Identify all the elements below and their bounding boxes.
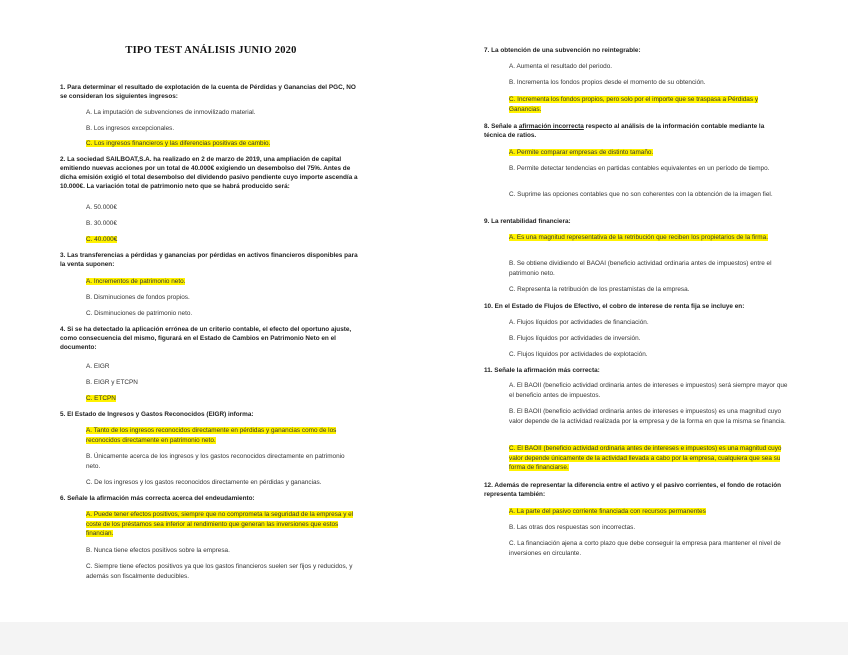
question-2: 2. La sociedad SAILBOAT,S.A. ha realizado en 2 de marzo de 2019, una ampliación de capital emitiendo nuevas acciones por un total de 40.000€ exigiendo un desembolso del 75%. Antes de dicha emisión exigió el total desembolso del dividendo pasivo pendiente cuyo importe ascendía a 10.000€. La variación total de patrimonio neto que se habrá producido será:	[60, 156, 358, 190]
question-3: 3. Las transferencias a pérdidas y ganancias por pérdidas en activos financieros disponibles para la venta suponen:	[60, 252, 358, 268]
q1-option-c: C. Los ingresos financieros y las diferencias positivas de cambio.	[86, 140, 271, 147]
question-12: 12. Además de representar la diferencia entre el activo y el pasivo corrientes, el fondo de rotación representa también:	[484, 482, 782, 498]
q12-option-a: A. La parte del pasivo corriente financiada con recursos permanentes	[509, 508, 706, 515]
question-6: 6. Señale la afirmación más correcta acerca del endeudamiento:	[60, 495, 255, 502]
q3-option-c: C. Disminuciones de patrimonio neto.	[86, 310, 193, 317]
q7-option-c: C. Incrementa los fondos propios, pero solo por el importe que se traspasa a Pérdidas y Ganancias.	[509, 96, 759, 113]
q7-option-b: B. Incrementa los fondos propios desde el momento de su obtención.	[509, 79, 706, 86]
q6-option-a: A. Puede tener efectos positivos, siempre que no comprometa la seguridad de la empresa y el coste de los préstamos sea inferior al rendimiento que generan las inversiones que estos financian.	[86, 511, 354, 537]
q10-option-a: A. Flujos líquidos por actividades de financiación.	[509, 319, 649, 326]
q5-option-a: A. Tanto de los ingresos reconocidos directamente en pérdidas y ganancias como de los reconocidos directamente en patrimonio neto.	[86, 427, 337, 444]
q5-option-c: C. De los ingresos y los gastos reconocidos directamente en pérdidas y ganancias.	[86, 479, 322, 486]
q10-option-b: B. Flujos líquidos por actividades de inversión.	[509, 335, 641, 342]
q8-option-a: A. Permite comparar empresas de distinto tamaño.	[509, 149, 654, 156]
q10-option-c: C. Flujos líquidos por actividades de explotación.	[509, 351, 648, 358]
q2-option-b: B. 30.000€	[86, 220, 117, 227]
q9-option-c: C. Representa la retribución de los prestamistas de la empresa.	[509, 286, 690, 293]
q12-option-b: B. Las otras dos respuestas son incorrectas.	[509, 524, 636, 531]
question-4: 4. Si se ha detectado la aplicación errónea de un criterio contable, el efecto del oportuno ajuste, como consecuencia del mismo, figurará en el Estado de Cambios en Patrimonio Neto en el documento:	[60, 326, 352, 351]
q4-option-a: A. EIGR	[86, 363, 110, 370]
q9-option-b: B. Se obtiene dividiendo el BAOAI (beneficio actividad ordinaria antes de impuestos) entre el patrimonio neto.	[509, 260, 772, 277]
q7-option-a: A. Aumenta el resultado del periodo.	[509, 63, 613, 70]
question-10: 10. En el Estado de Flujos de Efectivo, el cobro de interese de renta fija se incluye en:	[484, 303, 745, 310]
q8-option-c: C. Suprime las opciones contables que no son coherentes con la obtención de la imagen fiel.	[509, 191, 773, 198]
question-7: 7. La obtención de una subvención no reintegrable:	[484, 47, 641, 54]
question-5: 5. El Estado de Ingresos y Gastos Reconocidos (EIGR) informa:	[60, 411, 254, 418]
q4-option-b: B. EIGR y ETCPN	[86, 379, 138, 386]
q6-option-b: B. Nunca tiene efectos positivos sobre la empresa.	[86, 547, 230, 554]
q1-option-b: B. Los ingresos excepcionales.	[86, 125, 175, 132]
q11-option-b: B. El BAOII (beneficio actividad ordinaria antes de intereses e impuestos) es una magnitud cuyo valor depende de la actividad realizada por la empresa y de la forma en que la misma se financia.	[509, 408, 786, 425]
q11-option-c: C. El BAOII (beneficio actividad ordinaria antes de intereses e impuestos) es una magnitud cuyo valor depende únicamente de la actividad llevada a cabo por la empresa, cualquiera que sea su forma de financiarse.	[509, 445, 782, 471]
question-1: 1. Para determinar el resultado de explotación de la cuenta de Pérdidas y Ganancias del PGC, NO se consideran los siguientes ingresos:	[60, 84, 356, 100]
q8-option-b: B. Permite detectar tendencias en partidas contables equivalentes en un período de tiempo.	[509, 165, 770, 172]
q3-option-a: A. Incrementos de patrimonio neto.	[86, 278, 186, 285]
question-11: 11. Señale la afirmación más correcta:	[484, 367, 600, 374]
q4-option-c: C. ETCPN	[86, 395, 116, 402]
q5-option-b: B. Únicamente acerca de los ingresos y los gastos reconocidos directamente en patrimonio neto.	[86, 453, 345, 470]
q12-option-c: C. La financiación ajena a corto plazo que debe conseguir la empresa para mantener el nivel de inversiones en circulante.	[509, 540, 781, 557]
page-bottom-margin	[0, 622, 848, 655]
document-title: TIPO TEST ANÁLISIS JUNIO 2020	[125, 45, 297, 56]
q2-option-a: A. 50.000€	[86, 204, 117, 211]
q3-option-b: B. Disminuciones de fondos propios.	[86, 294, 190, 301]
question-8: 8. Señale a afirmación incorrecta respecto al análisis de la información contable mediante la técnica de ratios.	[484, 123, 765, 139]
q2-option-c: C. 40.000€	[86, 236, 118, 243]
q11-option-a: A. El BAOII (beneficio actividad ordinaria antes de intereses e impuestos) será siempre mayor que el beneficio antes de impuestos.	[509, 382, 788, 399]
q6-option-c: C. Siempre tiene efectos positivos ya que los gastos financieros suelen ser fijos y reducidos, y además son fiscalmente deducibles.	[86, 563, 353, 580]
question-9: 9. La rentabilidad financiera:	[484, 218, 571, 225]
q9-option-a: A. Es una magnitud representativa de la retribución que reciben los propietarios de la firma.	[509, 234, 768, 241]
q1-option-a: A. La imputación de subvenciones de inmovilizado material.	[86, 109, 256, 116]
